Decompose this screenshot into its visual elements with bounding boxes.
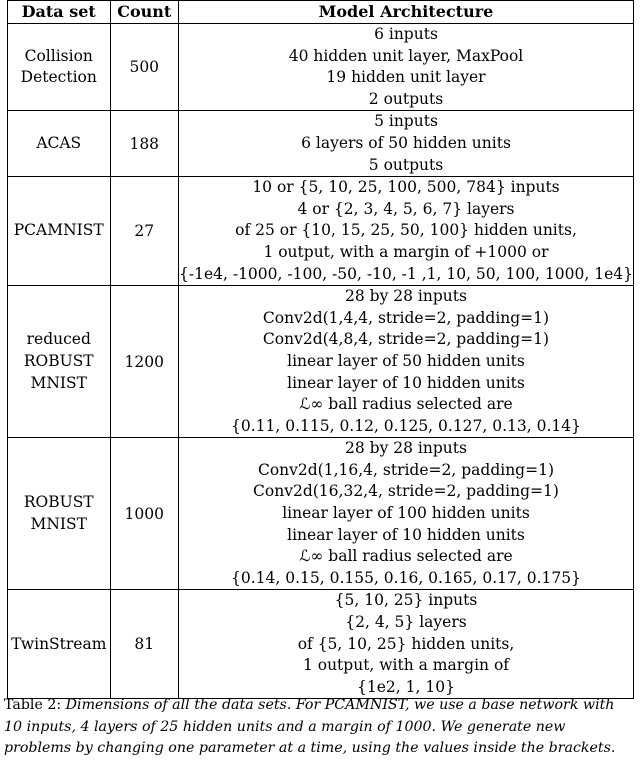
architecture-line: linear layer of 10 hidden units [287, 525, 525, 544]
architecture-line: {1e2, 1, 10} [357, 677, 455, 696]
architecture-line: ℒ∞ ball radius selected are [299, 547, 513, 566]
cell-count: 188 [110, 111, 178, 177]
architecture-line: linear layer of 50 hidden units [287, 351, 525, 370]
data-set-name-line: PCAMNIST [13, 221, 104, 240]
table-row [8, 111, 634, 177]
architecture-line: Conv2d(16,32,4, stride=2, padding=1) [253, 482, 559, 501]
architecture-line: 10 or {5, 10, 25, 100, 500, 784} inputs [252, 178, 560, 197]
architecture-line: of 25 or {10, 15, 25, 50, 100} hidden units, [235, 221, 577, 240]
table-row [8, 438, 634, 590]
header-model-architecture: Model Architecture [178, 1, 633, 24]
table-caption [4, 695, 636, 760]
architecture-line: linear layer of 10 hidden units [287, 373, 525, 392]
table-body [8, 24, 634, 699]
cell-model-architecture [178, 24, 633, 111]
cell-data-set [8, 177, 111, 286]
cell-data-set [8, 590, 111, 699]
architecture-line: 5 outputs [368, 155, 444, 174]
architecture-line: 40 hidden unit layer, MaxPool [288, 46, 524, 65]
cell-count: 1200 [110, 286, 178, 438]
data-set-name-line: MNIST [30, 514, 88, 533]
cell-model-architecture [178, 438, 633, 590]
data-set-name-line: reduced [26, 330, 91, 349]
cell-data-set [8, 438, 111, 590]
architecture-line: 6 layers of 50 hidden units [301, 133, 511, 152]
architecture-line: linear layer of 100 hidden units [282, 504, 530, 523]
table-row [8, 286, 634, 438]
data-set-name-line: Collision [24, 46, 93, 65]
header-data-set: Data set [8, 1, 111, 24]
table-row [8, 177, 634, 286]
architecture-line: 1 output, with a margin of [302, 656, 510, 675]
cell-data-set [8, 24, 111, 111]
cell-count: 27 [110, 177, 178, 286]
data-set-name-line: ROBUST [23, 351, 94, 370]
data-sets-table [7, 0, 634, 699]
architecture-line: {0.11, 0.115, 0.12, 0.125, 0.127, 0.13, 0.14} [230, 416, 581, 435]
table-header-row [8, 1, 634, 24]
caption-text: Dimensions of all the data sets. For PCAMNIST, we use a base network with 10 inputs, 4 layers of 25 hidden units and a margin of 1000. We generate new problems by changing one parameter at a time, using the values inside the brackets. [4, 697, 616, 756]
cell-model-architecture [178, 177, 633, 286]
architecture-line: {5, 10, 25} inputs [334, 591, 478, 610]
cell-data-set [8, 286, 111, 438]
architecture-line: ℒ∞ ball radius selected are [299, 395, 513, 414]
architecture-line: Conv2d(4,8,4, stride=2, padding=1) [262, 330, 550, 349]
architecture-line: 2 outputs [368, 89, 444, 108]
table-row [8, 24, 634, 111]
architecture-line: 5 inputs [374, 112, 438, 131]
architecture-line: {0.14, 0.15, 0.155, 0.16, 0.165, 0.17, 0.175} [230, 568, 581, 587]
table-row [8, 590, 634, 699]
architecture-line: 4 or {2, 3, 4, 5, 6, 7} layers [297, 199, 515, 218]
architecture-line: Conv2d(1,4,4, stride=2, padding=1) [262, 308, 550, 327]
architecture-line: 1 output, with a margin of +1000 or [263, 242, 549, 261]
data-set-name-line: ACAS [36, 133, 82, 152]
cell-count: 1000 [110, 438, 178, 590]
data-set-name-line: Detection [20, 68, 97, 87]
architecture-line: 28 by 28 inputs [345, 287, 467, 306]
cell-count: 81 [110, 590, 178, 699]
architecture-line: {-1e4, -1000, -100, -50, -10, -1 ,1, 10, 50, 100, 1000, 1e4} [178, 264, 633, 283]
architecture-line: 28 by 28 inputs [345, 439, 467, 458]
architecture-line: 19 hidden unit layer [326, 68, 486, 87]
cell-count: 500 [110, 24, 178, 111]
architecture-line: of {5, 10, 25} hidden units, [297, 634, 515, 653]
cell-model-architecture [178, 286, 633, 438]
cell-model-architecture [178, 590, 633, 699]
data-set-name-line: MNIST [30, 373, 88, 392]
cell-data-set [8, 111, 111, 177]
architecture-line: {2, 4, 5} layers [345, 613, 467, 632]
architecture-line: 6 inputs [374, 25, 438, 43]
header-count: Count [110, 1, 178, 24]
data-set-name-line: ROBUST [23, 493, 94, 512]
architecture-line: Conv2d(1,16,4, stride=2, padding=1) [257, 460, 554, 479]
cell-model-architecture [178, 111, 633, 177]
caption-label: Table 2: [4, 697, 62, 713]
data-set-name-line: TwinStream [11, 634, 107, 653]
